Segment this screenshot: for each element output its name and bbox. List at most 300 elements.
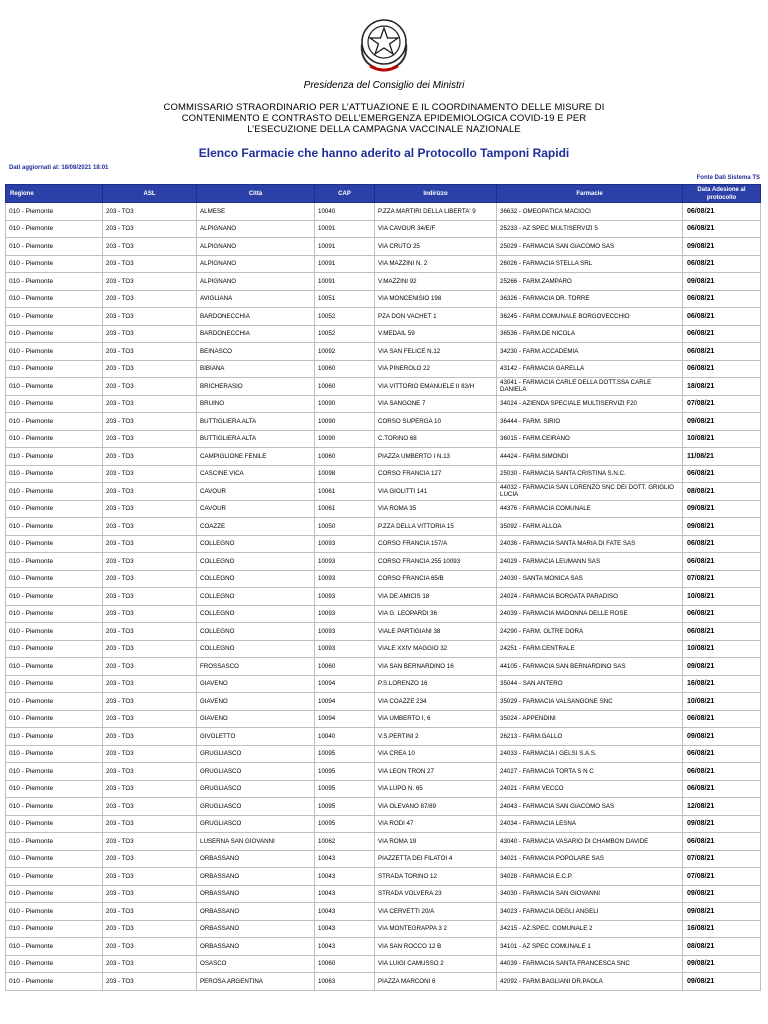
cell-cap: 10091 xyxy=(315,220,375,238)
cell-cap: 10093 xyxy=(315,588,375,606)
column-header-farmacie: Farmacie xyxy=(497,185,683,203)
cell-farmacia: 44039 - FARMACIA SANTA FRANCESCA SNC xyxy=(497,955,683,973)
column-header-data-adesione: Data Adesione al protocollo xyxy=(683,185,761,203)
cell-farmacia: 43142 - FARMACIA GARELLA xyxy=(497,360,683,378)
cell-indirizzo: P.ZZA MARTIRI DELLA LIBERTA' 9 xyxy=(375,203,497,221)
cell-data-adesione: 06/08/21 xyxy=(683,535,761,553)
cell-farmacia: 36444 - FARM. SIRIO xyxy=(497,413,683,431)
table-row xyxy=(6,815,761,833)
cell-indirizzo: VIA COAZZE 234 xyxy=(375,693,497,711)
cell-cap: 10060 xyxy=(315,448,375,466)
table-row xyxy=(6,605,761,623)
cell-regione: 010 - Piemonte xyxy=(6,553,103,571)
cell-data-adesione: 06/08/21 xyxy=(683,745,761,763)
cell-asl: 203 - TO3 xyxy=(103,850,197,868)
cell-farmacia: 35092 - FARM.ALLOA xyxy=(497,518,683,536)
table-row xyxy=(6,780,761,798)
cell-data-adesione: 10/08/21 xyxy=(683,588,761,606)
cell-asl: 203 - TO3 xyxy=(103,605,197,623)
cell-indirizzo: STRADA VOLVERA 23 xyxy=(375,885,497,903)
cell-citta: ALPIGNANO xyxy=(197,273,315,291)
cell-regione: 010 - Piemonte xyxy=(6,395,103,413)
cell-citta: ORBASSANO xyxy=(197,920,315,938)
cell-data-adesione: 06/08/21 xyxy=(683,255,761,273)
cell-regione: 010 - Piemonte xyxy=(6,413,103,431)
cell-regione: 010 - Piemonte xyxy=(6,605,103,623)
cell-indirizzo: VIA VITTORIO EMANUELE II 83/H xyxy=(375,378,497,396)
pharmacies-table xyxy=(5,184,761,991)
cell-citta: ORBASSANO xyxy=(197,938,315,956)
cell-indirizzo: VIA G. LEOPARDI 36 xyxy=(375,605,497,623)
table-row xyxy=(6,448,761,466)
cell-regione: 010 - Piemonte xyxy=(6,430,103,448)
cell-cap: 10062 xyxy=(315,833,375,851)
cell-regione: 010 - Piemonte xyxy=(6,868,103,886)
cell-citta: COLLEGNO xyxy=(197,588,315,606)
cell-farmacia: 34030 - FARMACIA SAN GIOVANNI xyxy=(497,885,683,903)
cell-regione: 010 - Piemonte xyxy=(6,710,103,728)
cell-cap: 10043 xyxy=(315,850,375,868)
cell-data-adesione: 07/08/21 xyxy=(683,395,761,413)
cell-indirizzo: VIA CRUTO 25 xyxy=(375,238,497,256)
cell-regione: 010 - Piemonte xyxy=(6,483,103,501)
cell-data-adesione: 09/08/21 xyxy=(683,273,761,291)
table-row xyxy=(6,710,761,728)
cell-asl: 203 - TO3 xyxy=(103,465,197,483)
cell-data-adesione: 10/08/21 xyxy=(683,693,761,711)
table-row xyxy=(6,343,761,361)
cell-citta: COLLEGNO xyxy=(197,623,315,641)
table-row xyxy=(6,675,761,693)
column-header-regione: Regione xyxy=(6,185,103,203)
cell-asl: 203 - TO3 xyxy=(103,938,197,956)
cell-indirizzo: P.S.LORENZO 16 xyxy=(375,675,497,693)
cell-cap: 10093 xyxy=(315,535,375,553)
cell-citta: GRUGLIASCO xyxy=(197,780,315,798)
cell-cap: 10090 xyxy=(315,413,375,431)
cell-regione: 010 - Piemonte xyxy=(6,693,103,711)
cell-asl: 203 - TO3 xyxy=(103,903,197,921)
cell-regione: 010 - Piemonte xyxy=(6,343,103,361)
cell-citta: ORBASSANO xyxy=(197,885,315,903)
cell-asl: 203 - TO3 xyxy=(103,448,197,466)
cell-farmacia: 34024 - AZIENDA SPECIALE MULTISERVIZI F20 xyxy=(497,395,683,413)
cell-cap: 10063 xyxy=(315,973,375,991)
cell-data-adesione: 06/08/21 xyxy=(683,553,761,571)
cell-citta: GRUGLIASCO xyxy=(197,763,315,781)
cell-citta: AVIGLIANA xyxy=(197,290,315,308)
cell-indirizzo: VIA SAN BERNARDINO 16 xyxy=(375,658,497,676)
cell-cap: 10093 xyxy=(315,553,375,571)
cell-farmacia: 36015 - FARM.CEIRANO xyxy=(497,430,683,448)
cell-indirizzo: VIA OLEVANO 87/89 xyxy=(375,798,497,816)
cell-regione: 010 - Piemonte xyxy=(6,850,103,868)
cell-farmacia: 44424 - FARM.SIMONDI xyxy=(497,448,683,466)
cell-cap: 10051 xyxy=(315,290,375,308)
cell-citta: ALPIGNANO xyxy=(197,255,315,273)
italian-republic-emblem xyxy=(352,14,416,74)
cell-data-adesione: 06/08/21 xyxy=(683,833,761,851)
cell-farmacia: 34215 - AZ.SPEC. COMUNALE 2 xyxy=(497,920,683,938)
cell-regione: 010 - Piemonte xyxy=(6,308,103,326)
table-row xyxy=(6,763,761,781)
cell-regione: 010 - Piemonte xyxy=(6,763,103,781)
cell-indirizzo: VIA LUPO N. 65 xyxy=(375,780,497,798)
table-row xyxy=(6,255,761,273)
document-title: Elenco Farmacie che hanno aderito al Protocollo Tamponi Rapidi xyxy=(198,146,570,160)
cell-asl: 203 - TO3 xyxy=(103,885,197,903)
cell-indirizzo: VIA LEON TRON 27 xyxy=(375,763,497,781)
cell-cap: 10091 xyxy=(315,238,375,256)
cell-data-adesione: 08/08/21 xyxy=(683,483,761,501)
cell-farmacia: 25266 - FARM.ZAMPARO xyxy=(497,273,683,291)
cell-cap: 10090 xyxy=(315,395,375,413)
cell-regione: 010 - Piemonte xyxy=(6,325,103,343)
cell-cap: 10095 xyxy=(315,798,375,816)
cell-citta: FROSSASCO xyxy=(197,658,315,676)
cell-regione: 010 - Piemonte xyxy=(6,465,103,483)
cell-citta: ALPIGNANO xyxy=(197,238,315,256)
cell-farmacia: 24036 - FARMACIA SANTA MARIA DI FATE SAS xyxy=(497,535,683,553)
cell-cap: 10060 xyxy=(315,360,375,378)
column-header-indirizzo: Indirizzo xyxy=(375,185,497,203)
cell-farmacia: 44105 - FARMACIA SAN BERNARDINO SAS xyxy=(497,658,683,676)
cell-farmacia: 34023 - FARMACIA DEGLI ANGELI xyxy=(497,903,683,921)
cell-indirizzo: CORSO FRANCIA 255 10093 xyxy=(375,553,497,571)
table-row xyxy=(6,395,761,413)
cell-citta: GIAVENO xyxy=(197,710,315,728)
cell-regione: 010 - Piemonte xyxy=(6,588,103,606)
cell-farmacia: 24034 - FARMACIA LESNA xyxy=(497,815,683,833)
cell-data-adesione: 09/08/21 xyxy=(683,815,761,833)
cell-asl: 203 - TO3 xyxy=(103,623,197,641)
cell-data-adesione: 09/08/21 xyxy=(683,973,761,991)
cell-farmacia: 44376 - FARMACIA COMUNALE xyxy=(497,500,683,518)
cell-citta: LUSERNA SAN GIOVANNI xyxy=(197,833,315,851)
cell-data-adesione: 06/08/21 xyxy=(683,360,761,378)
cell-asl: 203 - TO3 xyxy=(103,273,197,291)
cell-data-adesione: 06/08/21 xyxy=(683,308,761,326)
cell-citta: GRUGLIASCO xyxy=(197,745,315,763)
cell-regione: 010 - Piemonte xyxy=(6,238,103,256)
cell-asl: 203 - TO3 xyxy=(103,745,197,763)
cell-indirizzo: CORSO FRANCIA 157/A xyxy=(375,535,497,553)
cell-cap: 10093 xyxy=(315,570,375,588)
cell-regione: 010 - Piemonte xyxy=(6,675,103,693)
cell-citta: GIVOLETTO xyxy=(197,728,315,746)
cell-data-adesione: 10/08/21 xyxy=(683,640,761,658)
cell-data-adesione: 09/08/21 xyxy=(683,728,761,746)
cell-farmacia: 35024 - APPENDINI xyxy=(497,710,683,728)
cell-data-adesione: 16/08/21 xyxy=(683,675,761,693)
cell-data-adesione: 07/08/21 xyxy=(683,850,761,868)
cell-cap: 10052 xyxy=(315,308,375,326)
cell-regione: 010 - Piemonte xyxy=(6,273,103,291)
table-row xyxy=(6,360,761,378)
cell-indirizzo: PIAZZA UMBERTO I N.13 xyxy=(375,448,497,466)
cell-citta: GRUGLIASCO xyxy=(197,815,315,833)
table-row xyxy=(6,973,761,991)
cell-cap: 10040 xyxy=(315,728,375,746)
cell-citta: COLLEGNO xyxy=(197,605,315,623)
table-row xyxy=(6,273,761,291)
cell-regione: 010 - Piemonte xyxy=(6,378,103,396)
cell-cap: 10095 xyxy=(315,745,375,763)
cell-farmacia: 34101 - AZ SPEC COMUNALE 1 xyxy=(497,938,683,956)
cell-citta: CAMPIGLIONE FENILE xyxy=(197,448,315,466)
cell-asl: 203 - TO3 xyxy=(103,973,197,991)
cell-cap: 10043 xyxy=(315,868,375,886)
cell-asl: 203 - TO3 xyxy=(103,203,197,221)
cell-citta: COAZZE xyxy=(197,518,315,536)
cell-citta: ORBASSANO xyxy=(197,850,315,868)
cell-data-adesione: 06/08/21 xyxy=(683,623,761,641)
cell-cap: 10061 xyxy=(315,500,375,518)
cell-regione: 010 - Piemonte xyxy=(6,360,103,378)
cell-asl: 203 - TO3 xyxy=(103,675,197,693)
cell-indirizzo: VIA SANGONE 7 xyxy=(375,395,497,413)
cell-asl: 203 - TO3 xyxy=(103,518,197,536)
cell-citta: COLLEGNO xyxy=(197,535,315,553)
cell-cap: 10095 xyxy=(315,780,375,798)
cell-regione: 010 - Piemonte xyxy=(6,885,103,903)
cell-data-adesione: 09/08/21 xyxy=(683,885,761,903)
cell-farmacia: 34028 - FARMACIA E.C.P. xyxy=(497,868,683,886)
cell-farmacia: 35029 - FARMACIA VALSANGONE SNC xyxy=(497,693,683,711)
cell-data-adesione: 07/08/21 xyxy=(683,868,761,886)
cell-farmacia: 25233 - AZ SPEC MULTISERVIZI 5 xyxy=(497,220,683,238)
cell-farmacia: 24021 - FARM VECCO xyxy=(497,780,683,798)
table-row xyxy=(6,833,761,851)
cell-asl: 203 - TO3 xyxy=(103,238,197,256)
table-row xyxy=(6,378,761,396)
cell-cap: 10091 xyxy=(315,255,375,273)
cell-indirizzo: PZA DON VACHET 1 xyxy=(375,308,497,326)
cell-indirizzo: V.S.PERTINI 2 xyxy=(375,728,497,746)
cell-regione: 010 - Piemonte xyxy=(6,815,103,833)
cell-asl: 203 - TO3 xyxy=(103,780,197,798)
cell-data-adesione: 18/08/21 xyxy=(683,378,761,396)
table-row xyxy=(6,588,761,606)
cell-farmacia: 24039 - FARMACIA MADONNA DELLE ROSE xyxy=(497,605,683,623)
cell-asl: 203 - TO3 xyxy=(103,360,197,378)
cell-regione: 010 - Piemonte xyxy=(6,903,103,921)
cell-citta: OSASCO xyxy=(197,955,315,973)
cell-data-adesione: 09/08/21 xyxy=(683,955,761,973)
cell-regione: 010 - Piemonte xyxy=(6,955,103,973)
cell-citta: GRUGLIASCO xyxy=(197,798,315,816)
table-row xyxy=(6,885,761,903)
cell-data-adesione: 06/08/21 xyxy=(683,325,761,343)
commissioner-line: CONTENIMENTO E CONTRASTO DELL’EMERGENZA EPIDEMIOLOGICA COVID-19 E PER xyxy=(181,113,587,124)
table-row xyxy=(6,220,761,238)
cell-cap: 10060 xyxy=(315,378,375,396)
cell-farmacia: 26213 - FARM.GALLO xyxy=(497,728,683,746)
cell-data-adesione: 09/08/21 xyxy=(683,238,761,256)
table-row xyxy=(6,693,761,711)
cell-data-adesione: 08/08/21 xyxy=(683,938,761,956)
cell-cap: 10043 xyxy=(315,938,375,956)
cell-farmacia: 24290 - FARM. OLTRE DORA xyxy=(497,623,683,641)
cell-cap: 10040 xyxy=(315,203,375,221)
table-row xyxy=(6,308,761,326)
cell-citta: ALMESE xyxy=(197,203,315,221)
cell-indirizzo: CORSO SUPERGA 10 xyxy=(375,413,497,431)
table-row xyxy=(6,850,761,868)
cell-indirizzo: CORSO FRANCIA 127 xyxy=(375,465,497,483)
cell-data-adesione: 16/08/21 xyxy=(683,920,761,938)
cell-regione: 010 - Piemonte xyxy=(6,623,103,641)
table-row xyxy=(6,518,761,536)
cell-regione: 010 - Piemonte xyxy=(6,255,103,273)
cell-indirizzo: STRADA TORINO 12 xyxy=(375,868,497,886)
cell-asl: 203 - TO3 xyxy=(103,955,197,973)
cell-cap: 10091 xyxy=(315,273,375,291)
cell-data-adesione: 06/08/21 xyxy=(683,465,761,483)
cell-farmacia: 24033 - FARMACIA I GELSI S.A.S. xyxy=(497,745,683,763)
cell-asl: 203 - TO3 xyxy=(103,798,197,816)
commissioner-heading xyxy=(0,102,768,135)
cell-cap: 10094 xyxy=(315,675,375,693)
cell-asl: 203 - TO3 xyxy=(103,378,197,396)
cell-cap: 10043 xyxy=(315,903,375,921)
cell-data-adesione: 06/08/21 xyxy=(683,605,761,623)
data-source-text: Fonte Dati Sistema TS xyxy=(696,175,760,181)
cell-indirizzo: P.ZZA DELLA VITTORIA 15 xyxy=(375,518,497,536)
table-row xyxy=(6,920,761,938)
cell-data-adesione: 06/08/21 xyxy=(683,203,761,221)
cell-citta: BRUINO xyxy=(197,395,315,413)
cell-regione: 010 - Piemonte xyxy=(6,728,103,746)
cell-asl: 203 - TO3 xyxy=(103,255,197,273)
cell-regione: 010 - Piemonte xyxy=(6,290,103,308)
cell-asl: 203 - TO3 xyxy=(103,640,197,658)
cell-citta: COLLEGNO xyxy=(197,570,315,588)
cell-citta: BARDONECCHIA xyxy=(197,308,315,326)
cell-farmacia: 26026 - FARMACIA STELLA SRL xyxy=(497,255,683,273)
table-row xyxy=(6,745,761,763)
cell-farmacia: 44032 - FARMACIA SAN LORENZO SNC DEI DOTT. GRIGLIO LUCIA xyxy=(497,483,683,501)
cell-citta: ALPIGNANO xyxy=(197,220,315,238)
cell-indirizzo: VIA ROMA 19 xyxy=(375,833,497,851)
cell-asl: 203 - TO3 xyxy=(103,430,197,448)
cell-regione: 010 - Piemonte xyxy=(6,448,103,466)
cell-citta: CASCINE VICA xyxy=(197,465,315,483)
table-row xyxy=(6,903,761,921)
cell-regione: 010 - Piemonte xyxy=(6,535,103,553)
cell-citta: BARDONECCHIA xyxy=(197,325,315,343)
cell-cap: 10050 xyxy=(315,518,375,536)
cell-data-adesione: 09/08/21 xyxy=(683,903,761,921)
table-header-row xyxy=(6,185,761,203)
table-row xyxy=(6,203,761,221)
cell-asl: 203 - TO3 xyxy=(103,710,197,728)
cell-cap: 10090 xyxy=(315,430,375,448)
cell-asl: 203 - TO3 xyxy=(103,308,197,326)
cell-indirizzo: VIA SAN ROCCO 12 B xyxy=(375,938,497,956)
cell-asl: 203 - TO3 xyxy=(103,658,197,676)
cell-citta: BEINASCO xyxy=(197,343,315,361)
cell-cap: 10095 xyxy=(315,763,375,781)
cell-regione: 010 - Piemonte xyxy=(6,640,103,658)
cell-indirizzo: VIA PINEROLO 22 xyxy=(375,360,497,378)
table-row xyxy=(6,955,761,973)
cell-citta: GIAVENO xyxy=(197,693,315,711)
cell-indirizzo: VIA ROMA 35 xyxy=(375,500,497,518)
table-row xyxy=(6,238,761,256)
cell-citta: GIAVENO xyxy=(197,675,315,693)
cell-cap: 10061 xyxy=(315,483,375,501)
column-header-citta: Città xyxy=(197,185,315,203)
table-row xyxy=(6,640,761,658)
cell-cap: 10092 xyxy=(315,343,375,361)
cell-data-adesione: 10/08/21 xyxy=(683,430,761,448)
cell-cap: 10043 xyxy=(315,920,375,938)
cell-farmacia: 24029 - FARMACIA LEUMANN SAS xyxy=(497,553,683,571)
cell-farmacia: 35044 - SAN ANTERO xyxy=(497,675,683,693)
cell-indirizzo: VIA CREA 10 xyxy=(375,745,497,763)
table-row xyxy=(6,868,761,886)
cell-asl: 203 - TO3 xyxy=(103,343,197,361)
cell-asl: 203 - TO3 xyxy=(103,395,197,413)
cell-indirizzo: VIA UMBERTO I, 6 xyxy=(375,710,497,728)
cell-indirizzo: PIAZZETTA DEI FILATOI 4 xyxy=(375,850,497,868)
cell-citta: PEROSA ARGENTINA xyxy=(197,973,315,991)
cell-citta: CAVOUR xyxy=(197,500,315,518)
cell-asl: 203 - TO3 xyxy=(103,325,197,343)
cell-citta: BIBIANA xyxy=(197,360,315,378)
cell-farmacia: 36536 - FARM.DE NICOLA xyxy=(497,325,683,343)
last-updated-text: Dati aggiornati al: 18/08/2021 18:01 xyxy=(9,165,109,171)
table-row xyxy=(6,430,761,448)
cell-indirizzo: VIA CERVETTI 20/A xyxy=(375,903,497,921)
cell-farmacia: 24030 - SANTA MONICA SAS xyxy=(497,570,683,588)
cell-asl: 203 - TO3 xyxy=(103,693,197,711)
table-row xyxy=(6,413,761,431)
cell-regione: 010 - Piemonte xyxy=(6,973,103,991)
cell-farmacia: 24043 - FARMACIA SAN GIACOMO SAS xyxy=(497,798,683,816)
cell-farmacia: 34230 - FARM.ACCADEMIA xyxy=(497,343,683,361)
cell-farmacia: 42092 - FARM.BAGLIANI DR.PAOLA xyxy=(497,973,683,991)
cell-indirizzo: C.TORINO 68 xyxy=(375,430,497,448)
cell-asl: 203 - TO3 xyxy=(103,570,197,588)
table-row xyxy=(6,535,761,553)
cell-indirizzo: VIA LUIGI CAMUSSO 2 xyxy=(375,955,497,973)
cell-farmacia: 43041 - FARMACIA CARLE DELLA DOTT.SSA CARLE DANIELA xyxy=(497,378,683,396)
cell-regione: 010 - Piemonte xyxy=(6,920,103,938)
cell-regione: 010 - Piemonte xyxy=(6,780,103,798)
cell-indirizzo: V.MAZZINI 92 xyxy=(375,273,497,291)
cell-cap: 10094 xyxy=(315,710,375,728)
cell-asl: 203 - TO3 xyxy=(103,220,197,238)
cell-indirizzo: VIA SAN FELICE N.12 xyxy=(375,343,497,361)
cell-indirizzo: V.MEDAIL 59 xyxy=(375,325,497,343)
table-row xyxy=(6,728,761,746)
table-row xyxy=(6,483,761,501)
cell-data-adesione: 06/08/21 xyxy=(683,763,761,781)
cell-farmacia: 43040 - FARMACIA VASARIO DI CHAMBON DAVIDE xyxy=(497,833,683,851)
cell-cap: 10043 xyxy=(315,885,375,903)
cell-data-adesione: 06/08/21 xyxy=(683,290,761,308)
cell-asl: 203 - TO3 xyxy=(103,553,197,571)
cell-indirizzo: PIAZZA MARCONI 6 xyxy=(375,973,497,991)
cell-indirizzo: CORSO FRANCIA 65/B xyxy=(375,570,497,588)
cell-farmacia: 36326 - FARMACIA DR. TORRE xyxy=(497,290,683,308)
cell-cap: 10094 xyxy=(315,693,375,711)
commissioner-line: COMMISSARIO STRAORDINARIO PER L’ATTUAZIONE E IL COORDINAMENTO DELLE MISURE DI xyxy=(163,102,605,113)
cell-farmacia: 36245 - FARM.COMUNALE BORGOVECCHIO xyxy=(497,308,683,326)
cell-regione: 010 - Piemonte xyxy=(6,658,103,676)
